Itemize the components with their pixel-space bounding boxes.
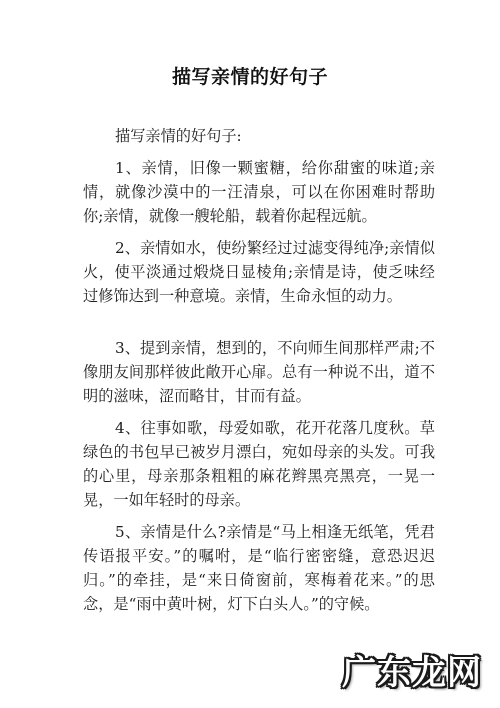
document-title: 描写亲情的好句子 [171, 66, 328, 88]
paragraph-4: 4、往事如歌，母爱如歌，花开花落几度秋。草绿色的书包早已被岁月漂白，宛如母亲的头发。可我的心里，母亲那条粗粗的麻花辫黑亮黑亮，一晃一晃，一如年轻时的母亲。 [83, 419, 435, 509]
intro-line: 描写亲情的好句子: [115, 127, 242, 145]
paragraph-3: 3、提到亲情，想到的，不向师生间那样严肃;不像朋友间那样彼此敞开心扉。总有一种说不出，道不明的滋味，涩而略甘，甘而有益。 [83, 339, 435, 405]
site-watermark: 广东龙网 [342, 653, 482, 693]
document-body [83, 124, 435, 624]
paragraph-5: 5、亲情是什么?亲情是“马上相逢无纸笔，凭君传语报平安。”的嘱咐，是“临行密密缝，意恐迟迟归。”的牵挂，是“来日倚窗前，寒梅着花来。”的思念，是“雨中黄叶树，灯下白头人。”的守候。 [83, 523, 435, 613]
paragraph-1: 1、亲情，旧像一颗蜜糖，给你甜蜜的味道;亲情，就像沙漠中的一汪清泉，可以在你困难时帮助你;亲情，就像一艘轮船，载着你起程远航。 [83, 159, 435, 225]
paragraph-2: 2、亲情如水，使纷繁经过过滤变得纯净;亲情似火，使平淡通过煅烧日显棱角;亲情是诗，使乏味经过修饰达到一种意境。亲情，生命永恒的动力。 [83, 239, 435, 305]
